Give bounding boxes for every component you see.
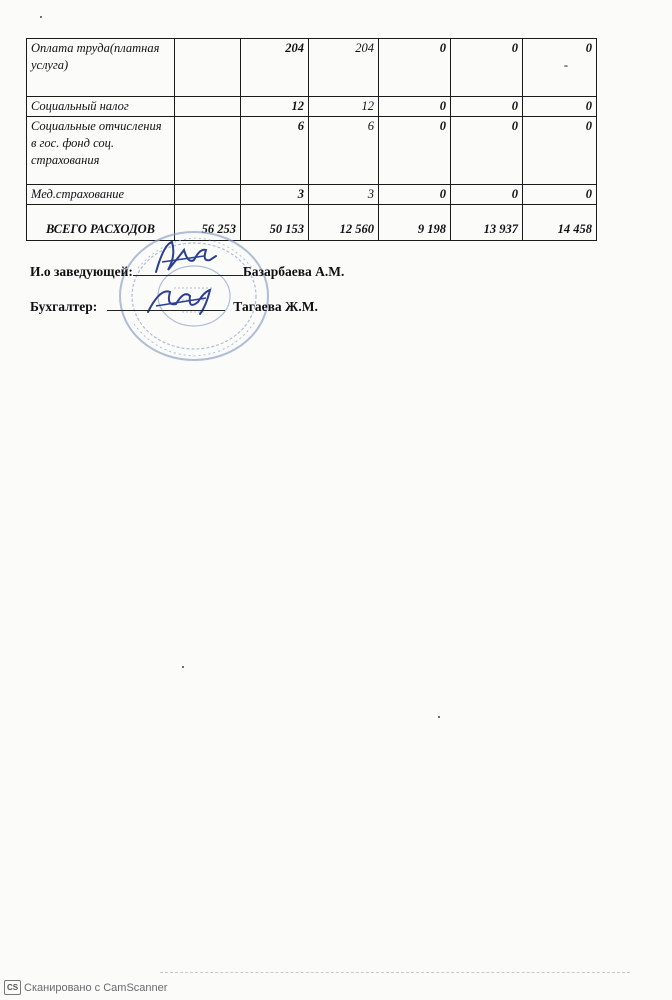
total-row <box>27 205 597 241</box>
signature-blank <box>107 297 225 311</box>
table-cell: 0 <box>451 185 523 205</box>
head-label: И.о заведующей: <box>30 264 133 279</box>
watermark-text: Сканировано с CamScanner <box>24 981 168 994</box>
table-cell <box>523 39 597 97</box>
scan-speck <box>40 16 42 18</box>
table-cell: 0 <box>451 39 523 97</box>
table-cell <box>175 39 241 97</box>
table-cell: 204 <box>309 39 379 97</box>
table-cell: 0 <box>451 97 523 117</box>
cell-mark: - <box>563 58 568 72</box>
cell-value: 0 <box>585 41 592 55</box>
table-cell: 204 <box>241 39 309 97</box>
total-cell: 56 253 <box>175 205 241 241</box>
total-cell: 12 560 <box>309 205 379 241</box>
camscanner-watermark <box>4 980 167 995</box>
table-cell: 0 <box>379 97 451 117</box>
table-cell <box>175 117 241 185</box>
table-cell: 3 <box>309 185 379 205</box>
accountant-signature-line <box>30 297 318 315</box>
table-row <box>27 117 597 185</box>
table-row <box>27 185 597 205</box>
row-label: Социальный налог <box>27 97 175 117</box>
table-cell <box>175 97 241 117</box>
footer-divider <box>160 972 630 973</box>
signature-blank <box>133 262 243 276</box>
row-label: Оплата труда(платная услуга) <box>27 39 175 97</box>
table-cell: 6 <box>309 117 379 185</box>
row-label: Мед.страхование <box>27 185 175 205</box>
table-cell: 0 <box>379 185 451 205</box>
table-cell: 6 <box>241 117 309 185</box>
table-cell: 0 <box>379 39 451 97</box>
table-cell: 0 <box>523 97 597 117</box>
table-cell: 0 <box>523 117 597 185</box>
row-label: Социальные отчисления в гос. фонд соц. страхования <box>27 117 175 185</box>
total-label: ВСЕГО РАСХОДОВ <box>27 205 175 241</box>
expense-table <box>26 38 597 241</box>
table-cell: 0 <box>451 117 523 185</box>
table-cell: 12 <box>309 97 379 117</box>
table-cell: 12 <box>241 97 309 117</box>
total-cell: 13 937 <box>451 205 523 241</box>
table-row <box>27 39 597 97</box>
scan-speck <box>438 716 440 718</box>
camscanner-logo-icon: CS <box>4 980 21 995</box>
scan-speck <box>182 666 184 668</box>
total-cell: 50 153 <box>241 205 309 241</box>
table-row <box>27 97 597 117</box>
accountant-label: Бухгалтер: <box>30 299 98 314</box>
table-cell: 0 <box>523 185 597 205</box>
total-cell: 9 198 <box>379 205 451 241</box>
table-cell: 0 <box>379 117 451 185</box>
head-signature-line <box>30 262 344 280</box>
table-cell: 3 <box>241 185 309 205</box>
head-name: Базарбаева А.М. <box>242 264 345 279</box>
table-cell <box>175 185 241 205</box>
total-cell: 14 458 <box>523 205 597 241</box>
accountant-name: Тагаева Ж.М. <box>233 299 318 314</box>
